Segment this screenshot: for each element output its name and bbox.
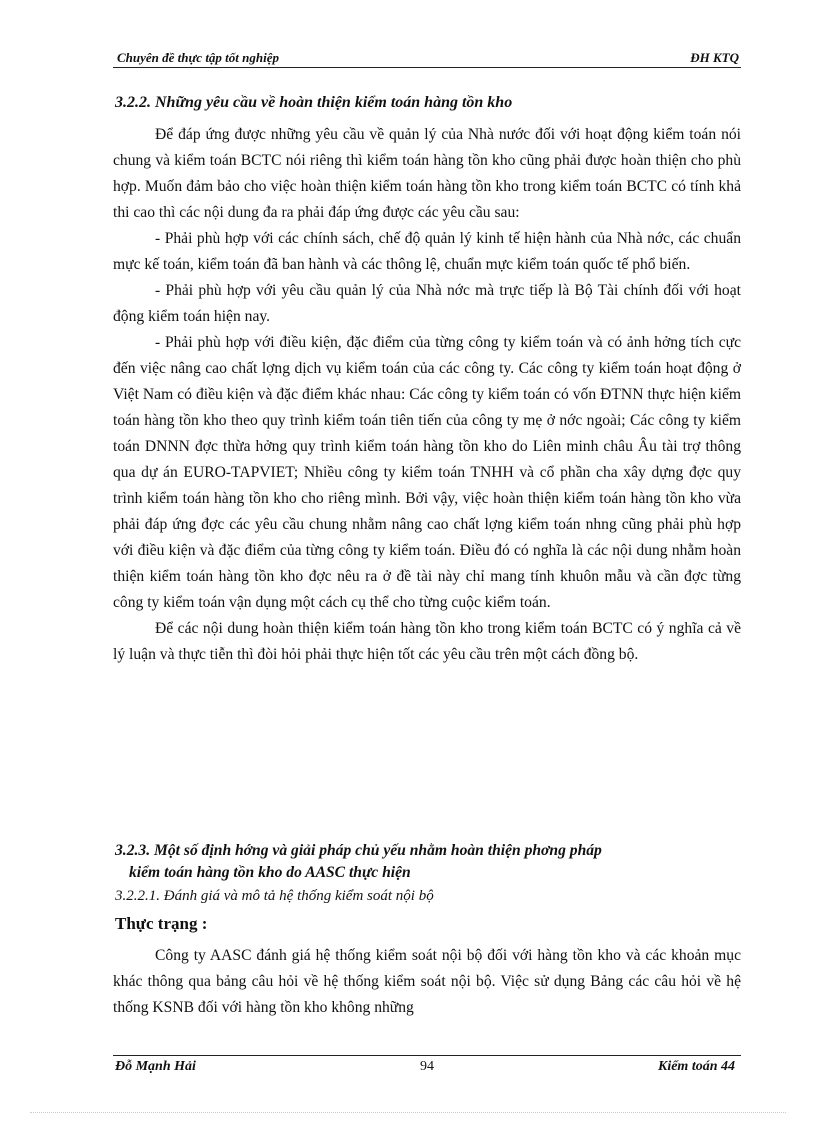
section-body-322: [113, 122, 741, 668]
subsection-heading: 3.2.2.1. Đánh giá và mô tả hệ thống kiểm soát nội bộ: [115, 888, 434, 904]
page-header: [113, 50, 741, 68]
paragraph: - Phải phù hợp với điều kiện, đặc điểm của từng công ty kiểm toán và có ảnh hởng tích cực đến việc nâng cao chất lợng dịch vụ kiểm toán của các công ty. Các công ty kiểm toán hoạt động ở Việt Nam có điều kiện và đặc điểm khác nhau: Các công ty kiểm toán có vốn ĐTNN thực hiện kiểm toán hàng tồn kho theo quy trình kiểm toán tiên tiến của công ty mẹ ở nớc ngoài; Các công ty kiểm toán DNNN đợc thừa hởng quy trình kiểm toán hàng tồn kho do Liên minh châu Âu tài trợ thông qua dự án EURO-TAPVIET; Nhiều công ty kiểm toán TNHH và cổ phần cha xây dựng đợc quy trình kiểm toán hàng tồn kho cho riêng mình. Bởi vậy, việc hoàn thiện kiểm toán hàng tồn kho vừa phải đáp ứng đợc các yêu cầu chung nhằm nâng cao chất lợng kiểm toán nhng cũng phải phù hợp với điều kiện và đặc điểm của từng công ty kiểm toán. Điều đó có nghĩa là các nội dung nhằm hoàn thiện kiểm toán hàng tồn kho đợc nêu ra ở đề tài này chỉ mang tính khuôn mẫu và cần đợc từng công ty kiểm toán vận dụng một cách cụ thể cho từng cuộc kiểm toán.: [113, 334, 741, 611]
page-footer: [113, 1055, 741, 1076]
section-body-323: [113, 943, 741, 1021]
section-heading-323: [115, 840, 741, 884]
header-right-text: ĐH KTQ: [690, 50, 739, 65]
status-label: Thực trạng :: [115, 914, 208, 933]
page-edge-divider: [30, 1112, 786, 1113]
footer-author: Đỗ Mạnh Hải: [115, 1059, 196, 1074]
page-number: 94: [420, 1059, 434, 1074]
paragraph: Công ty AASC đánh giá hệ thống kiểm soát nội bộ đối với hàng tồn kho và các khoản mục khác thông qua bảng câu hỏi về hệ thống kiểm soát nội bộ. Việc sử dụng Bảng các câu hỏi về hệ thống KSNB đối với hàng tồn kho không những: [113, 947, 741, 1016]
section-heading-322: 3.2.2. Những yêu cầu về hoàn thiện kiểm toán hàng tồn kho: [115, 94, 513, 111]
paragraph: Để đáp ứng được những yêu cầu về quản lý của Nhà nước đối với hoạt động kiểm toán nói chung và kiểm toán BCTC nói riêng thì kiểm toán hàng tồn kho cũng phải được hoàn thiện cho phù hợp. Muốn đảm bảo cho việc hoàn thiện kiểm toán hàng tồn kho trong kiểm toán BCTC có tính khả thi cao thì các nội dung đa ra phải đáp ứng được các yêu cầu sau:: [113, 126, 741, 221]
heading-line: 3.2.3. Một số định hớng và giải pháp chủ yếu nhằm hoàn thiện phơng pháp: [115, 842, 602, 859]
paragraph: Để các nội dung hoàn thiện kiểm toán hàng tồn kho trong kiểm toán BCTC có ý nghĩa cả về lý luận và thực tiễn thì đòi hỏi phải thực hiện tốt các yêu cầu trên một cách đồng bộ.: [113, 620, 741, 663]
paragraph: - Phải phù hợp với các chính sách, chế độ quản lý kinh tế hiện hành của Nhà nớc, các chuẩn mực kế toán, kiểm toán đã ban hành và các thông lệ, chuẩn mực kiểm toán quốc tế phổ biến.: [113, 230, 741, 273]
heading-line: kiểm toán hàng tồn kho do AASC thực hiện: [129, 864, 411, 881]
paragraph: - Phải phù hợp với yêu cầu quản lý của Nhà nớc mà trực tiếp là Bộ Tài chính đối với hoạt động kiểm toán hiện nay.: [113, 282, 741, 325]
header-left-text: Chuyên đề thực tập tốt nghiệp: [117, 50, 279, 65]
footer-right-text: Kiểm toán 44: [657, 1059, 735, 1074]
